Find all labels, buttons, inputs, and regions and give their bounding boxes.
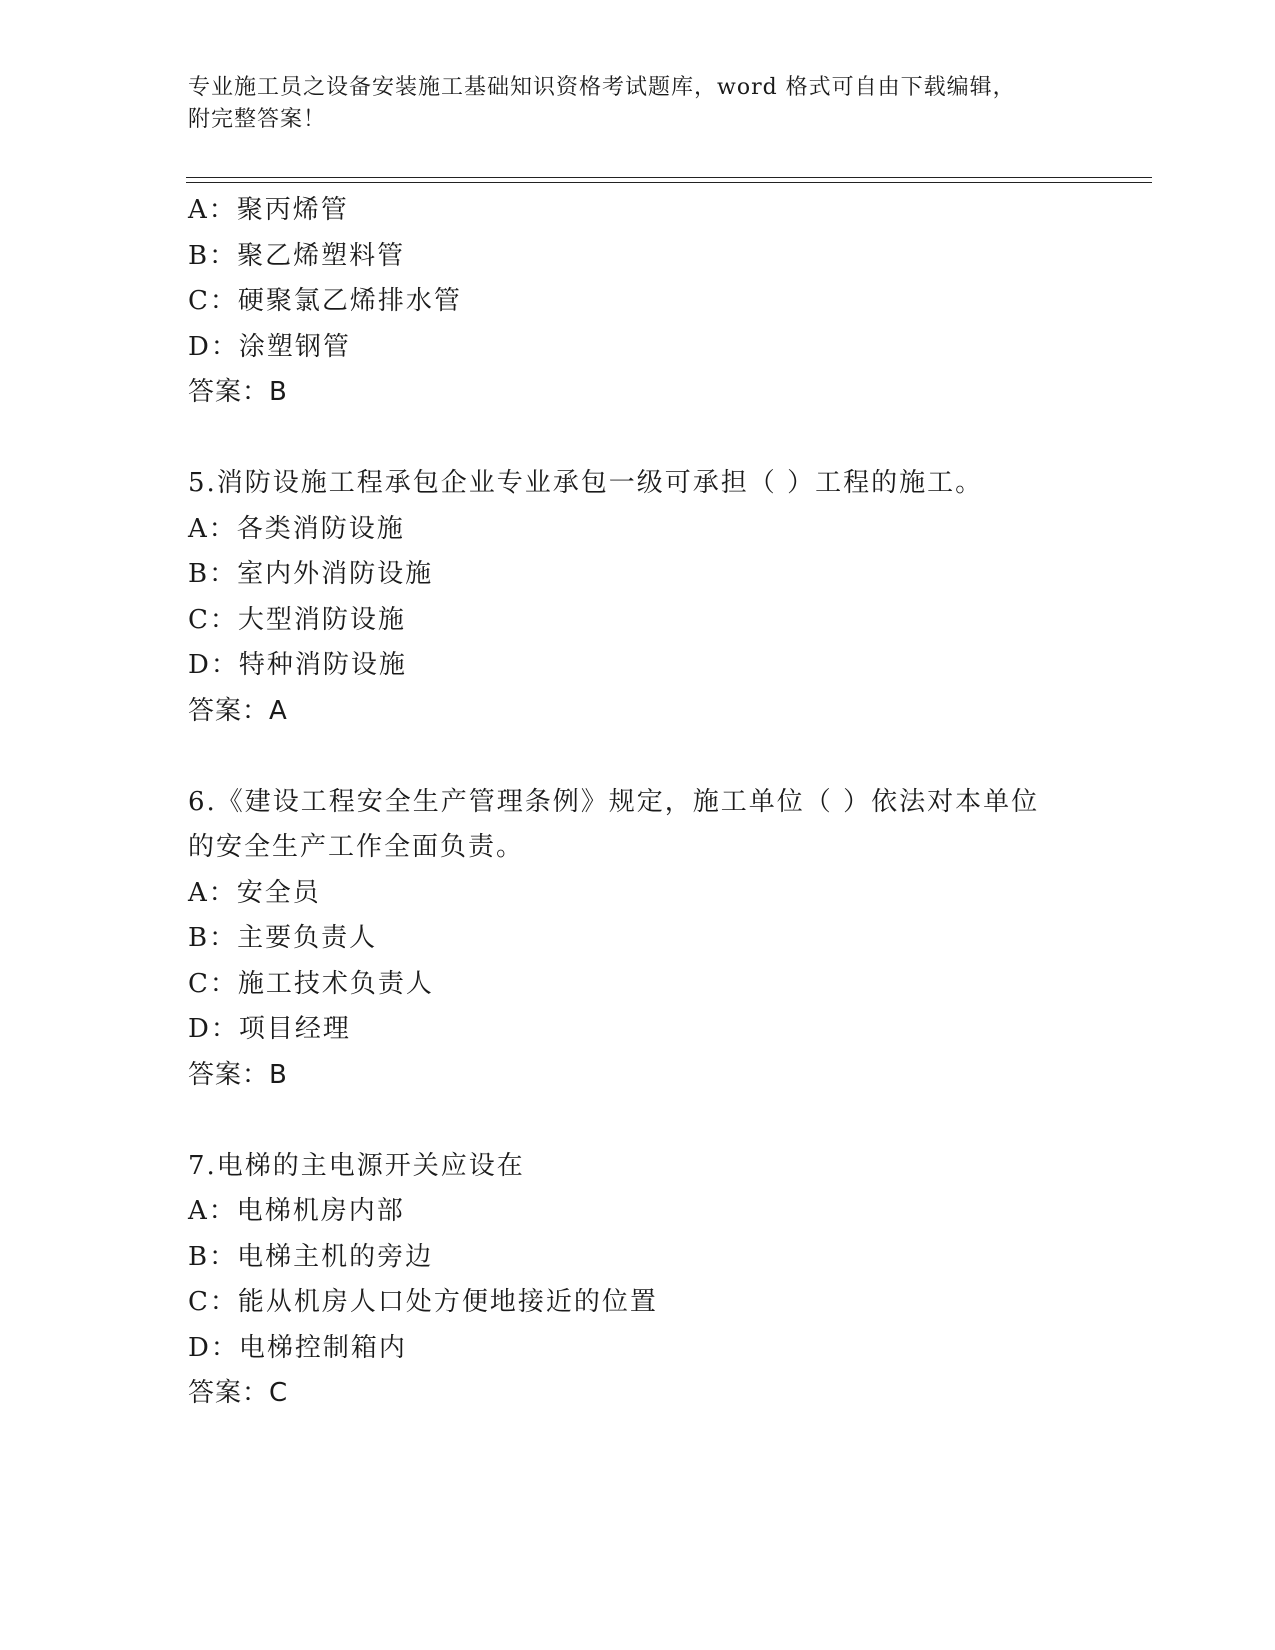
option-b: B：聚乙烯塑料管 bbox=[188, 240, 406, 271]
header-rule-bottom bbox=[186, 182, 1152, 183]
option-a: A：安全员 bbox=[188, 877, 321, 908]
option-d: D：电梯控制箱内 bbox=[188, 1332, 407, 1363]
option-c: C：硬聚氯乙烯排水管 bbox=[188, 286, 462, 316]
header-line-1: 专业施工员之设备安装施工基础知识资格考试题库，word 格式可自由下载编辑， bbox=[188, 75, 1016, 100]
option-c: C：能从机房人口处方便地接近的位置 bbox=[188, 1287, 658, 1317]
option-b: B：主要负责人 bbox=[188, 923, 378, 953]
option-b: B：室内外消防设施 bbox=[188, 559, 434, 589]
question-list bbox=[188, 188, 1088, 1417]
question-fragment bbox=[188, 188, 1088, 416]
answer: 答案：B bbox=[188, 377, 288, 407]
option-c: C：施工技术负责人 bbox=[188, 968, 434, 999]
header-line-2: 附完整答案！ bbox=[188, 107, 327, 132]
answer: 答案：C bbox=[188, 1378, 289, 1408]
option-a: A：聚丙烯管 bbox=[188, 195, 349, 225]
question-text-line-1: 6.《建设工程安全生产管理条例》规定，施工单位（ ）依法对本单位 bbox=[188, 786, 1040, 817]
document-header bbox=[188, 72, 1068, 136]
question-6 bbox=[188, 780, 1088, 1099]
question-text: 7.电梯的主电源开关应设在 bbox=[188, 1150, 525, 1181]
answer: 答案：B bbox=[188, 1059, 288, 1090]
question-5 bbox=[188, 461, 1088, 734]
header-rule-top bbox=[186, 177, 1152, 178]
question-7 bbox=[188, 1144, 1088, 1417]
question-text-line-2: 的安全生产工作全面负责。 bbox=[188, 832, 525, 862]
option-d: D：涂塑钢管 bbox=[188, 331, 351, 362]
option-a: A：各类消防设施 bbox=[188, 513, 405, 544]
option-d: D：项目经理 bbox=[188, 1014, 351, 1044]
option-a: A：电梯机房内部 bbox=[188, 1196, 405, 1226]
option-c: C：大型消防设施 bbox=[188, 604, 406, 635]
option-b: B：电梯主机的旁边 bbox=[188, 1241, 434, 1272]
option-d: D：特种消防设施 bbox=[188, 650, 407, 680]
answer: 答案：A bbox=[188, 695, 288, 726]
question-text: 5.消防设施工程承包企业专业承包一级可承担（ ）工程的施工。 bbox=[188, 468, 984, 498]
